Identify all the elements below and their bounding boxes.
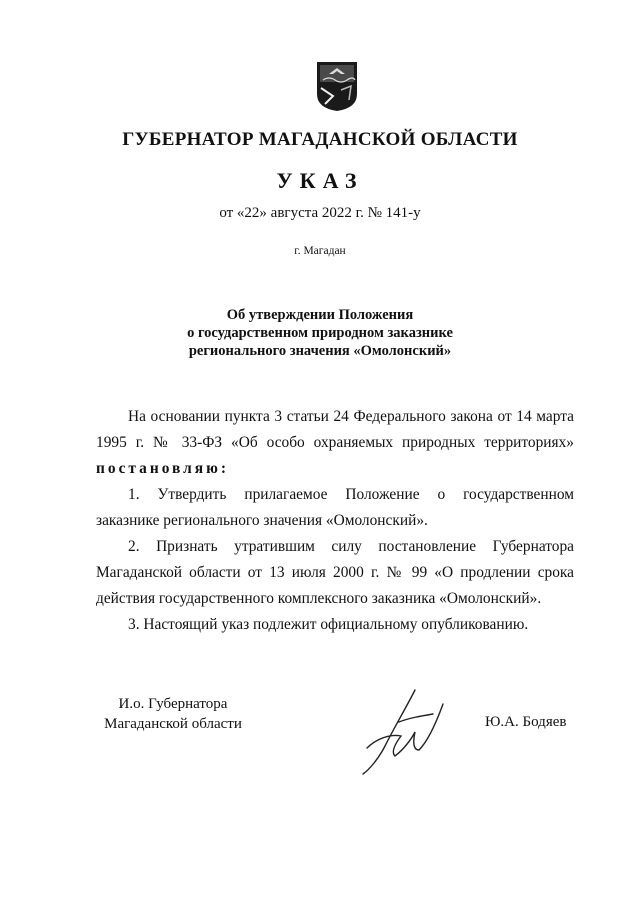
signatory-position (98, 694, 248, 734)
decree-subject (0, 306, 640, 360)
item-line: 2. Признать утратившим силу постановление Губернатора (128, 538, 574, 555)
position-line: Магаданской области (104, 716, 242, 732)
item-line: 1. Утвердить прилагаемое Положение о государственном (128, 486, 574, 503)
handwritten-signature (355, 686, 445, 776)
decree-label: УКАЗ (276, 168, 364, 193)
decree-date-number: от «22» августа 2022 г. № 141-у (219, 205, 421, 221)
subject-line: Об утверждении Положения (226, 307, 414, 323)
decree-word: постановляю: (96, 460, 229, 477)
position-line: И.о. Губернатора (118, 696, 228, 712)
decree-body (96, 404, 574, 638)
item-line: действия государственного комплексного заказника «Омолонский». (96, 590, 542, 607)
subject-line: регионального значения «Омолонский» (188, 343, 452, 359)
body-line: 1995 г. № 33-ФЗ «Об особо охраняемых природных территориях» (96, 434, 574, 451)
signatory-name: Ю.А. Бодяев (485, 714, 567, 730)
body-line: На основании пункта 3 статьи 24 Федерального закона от 14 марта (128, 408, 574, 425)
magadan-coat-of-arms-icon (315, 60, 359, 112)
item-line: заказнике регионального значения «Омолонский». (96, 512, 428, 529)
issuer-title: ГУБЕРНАТОР МАГАДАНСКОЙ ОБЛАСТИ (122, 129, 518, 150)
item-line: Магаданской области от 13 июля 2000 г. № 99 «О продлении срока (96, 564, 574, 581)
item-line: 3. Настоящий указ подлежит официальному опубликованию. (128, 616, 529, 633)
subject-line: о государственном природном заказнике (187, 325, 453, 341)
decree-city: г. Магадан (294, 245, 346, 257)
